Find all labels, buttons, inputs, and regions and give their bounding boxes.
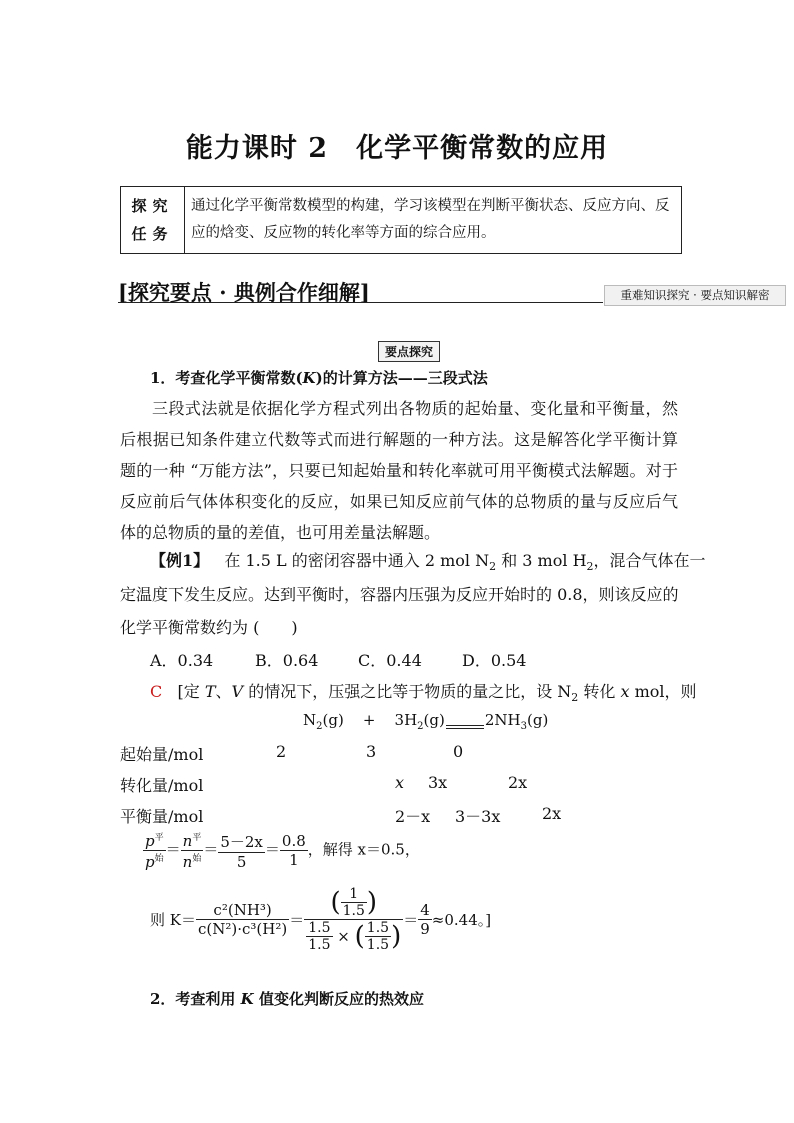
row-change-v3: 2x: [508, 773, 528, 792]
row-start-v1: 2: [276, 742, 287, 761]
eq-n2: N: [303, 711, 317, 729]
inner3-num: 1.5: [366, 920, 390, 936]
solve-text: ，解得 x＝0.5，: [307, 840, 420, 859]
answer-text-b: 、: [215, 682, 232, 701]
eq-nh3-tail: (g): [526, 711, 549, 729]
eq-h2-tail: (g): [423, 711, 445, 729]
k-value-frac: ( $\frac{1}{1.5}$ ) $\frac{1.5}{1.5}$ × ( $\frac{1.5}{1.5}$ ): [304, 886, 403, 953]
result-num: 4: [420, 901, 430, 919]
task-description: 通过化学平衡常数模型的构建，学习该模型在判断平衡状态、反应方向、反应的焓变、反应物的转化率等方面的综合应用。: [191, 198, 670, 241]
p-eq-sup: 平: [154, 833, 164, 843]
row-equil-v1: 2－x: [395, 807, 431, 826]
pressure-ratio: $\frac{p^平}{p^始}$ ＝ $\frac{n^平}{n^始}$ ＝ $\frac{5-2x}{5}$ ＝ $\frac{0.8}{1}$ ，解得 x＝0.5，: [145, 832, 420, 871]
page-title: 能力课时 2 化学平衡常数的应用: [185, 133, 609, 164]
inner3-den: 1.5: [366, 937, 390, 953]
example-line1: 【例1】 在 1.5 L 的密闭容器中通入 2 mol $N_2$ 和 3 mol $H_2$，混合气体在一: [150, 551, 706, 574]
key-points-badge: 要点探究: [378, 341, 440, 362]
point1-heading: [150, 367, 488, 388]
example-line1-a: 在 1.5 L 的密闭容器中通入 2 mol N: [224, 551, 490, 570]
k-frac: [196, 901, 289, 938]
answer-text-v: V: [231, 682, 244, 701]
option-c: C．0.44: [358, 651, 422, 670]
row-equil-v2: 3－3x: [455, 807, 501, 826]
example-label: 【例1】: [150, 551, 210, 570]
times-sign: ×: [337, 927, 350, 946]
inner-frac-1: [341, 886, 367, 919]
row-change-label: 转化量/mol: [120, 776, 204, 795]
point2-heading-k: K: [240, 990, 254, 1008]
section-tag: 重难知识探究 · 要点知识解密: [604, 285, 786, 306]
frac1-den: 5: [236, 852, 247, 871]
equilibrium-arrow-icon: [445, 717, 485, 725]
frac2-num: 0.8: [281, 832, 306, 850]
point1-paragraph: 三段式法就是依据化学方程式列出各物质的起始量、变化量和平衡量，然后根据已知条件建立代数等式而进行解题的一种方法。这是解答化学平衡计算题的一种 “万能方法”，只要已知起始量和转化率就可用平衡模式法解题。对于反应前后气体体积变化的反应，如果已知反应前气体的总物质的量与反应后气体的总物质的量的差值，也可用差量法解题。: [120, 399, 678, 542]
result-den: 9: [420, 920, 430, 938]
k-den: c(N²)·c³(H²): [197, 920, 288, 938]
option-a: A．0.34: [150, 651, 214, 670]
reaction-equation: $N_2(g)$ + $3H_2(g)$ $2NH_3(g)$: [303, 711, 549, 732]
option-b: B．0.64: [255, 651, 319, 670]
answer-text-e: mol，则: [629, 682, 697, 701]
n-start: n: [182, 853, 193, 871]
eq-h2: 3H: [394, 711, 418, 729]
example-line1-c: ，混合气体在一: [593, 551, 706, 570]
n-start-sup: 始: [192, 854, 202, 864]
example-line2: 定温度下发生反应。达到平衡时，容器内压强为反应开始时的 0.8，则该反应的: [120, 585, 679, 604]
frac-n: [181, 830, 204, 871]
row-start-label: 起始量/mol: [120, 745, 204, 764]
n-eq: n: [182, 832, 193, 850]
row-start-v2: 3: [366, 742, 377, 761]
point1-heading-a: 1．考查化学平衡常数(: [150, 369, 303, 387]
task-label-2: 任务: [131, 225, 174, 243]
section-heading: [探究要点 · 典例合作细解]: [118, 280, 370, 305]
eq-plus: +: [362, 711, 376, 729]
k-tail: ≈0.44。]: [431, 911, 492, 929]
point1-heading-b: )的计算方法——三段式法: [315, 369, 488, 387]
inner1-den: 1.5: [342, 903, 365, 919]
inner1-num: 1: [341, 886, 367, 903]
answer-text-c: 的情况下，压强之比等于物质的量之比，设 N: [243, 682, 572, 701]
eq-nh3: 2NH: [484, 711, 521, 729]
answer-text-a: [定: [177, 682, 205, 701]
answer-letter: C: [150, 682, 163, 701]
p-eq: p: [145, 832, 155, 850]
example-line3: 化学平衡常数约为 ( ): [120, 618, 298, 637]
p-start: p: [145, 853, 155, 871]
k-prefix: 则 K＝: [150, 911, 196, 929]
task-label-1: 探究: [131, 197, 174, 215]
task-label-column: [121, 187, 185, 253]
p-start-sup: 始: [154, 854, 164, 864]
point2-heading-b: 值变化判断反应的热效应: [253, 990, 424, 1008]
answer-text-d: 转化: [578, 682, 621, 701]
row-change-v2: 3x: [428, 773, 448, 792]
section-divider: [118, 302, 603, 303]
frac-1: [218, 831, 265, 871]
eq-n2-tail: (g): [322, 711, 344, 729]
task-box: [120, 186, 682, 254]
row-change-v1: x: [395, 773, 405, 792]
inner2-den: 1.5: [308, 937, 331, 953]
row-equil-v3: 2x: [542, 804, 562, 823]
k-num: c²(NH³): [196, 901, 289, 920]
n-eq-sup: 平: [192, 833, 202, 843]
row-start-v3: 0: [453, 742, 464, 761]
inner2-num: 1.5: [308, 920, 331, 936]
option-d: D．0.54: [462, 651, 527, 670]
point2-heading: [150, 988, 424, 1009]
inner-frac-3: [365, 920, 391, 953]
frac1-num: 5－2x: [220, 832, 263, 851]
frac-p: [143, 830, 166, 871]
inner-frac-2: [306, 920, 332, 953]
answer-line: C [定 T、V 的情况下，压强之比等于物质的量之比，设 $N_2$ 转化 x mol，则: [150, 682, 697, 705]
point1-heading-k: K: [302, 369, 316, 387]
answer-text-t: T: [204, 682, 216, 701]
frac-2: [280, 832, 308, 869]
result-frac: [418, 901, 432, 938]
point2-heading-a: 2．考查利用: [150, 990, 241, 1008]
example-line1-b: 和 3 mol H: [501, 551, 587, 570]
row-equil-label: 平衡量/mol: [120, 807, 204, 826]
answer-text-x: x: [620, 682, 630, 701]
frac2-den: 1: [289, 851, 299, 869]
k-expression: 则 K＝ $\frac{\text{c²(NH³)}}{\text{c(N²)·c³(H²)}}$ ＝ ( $\frac{1}{1.5}$ ) $\frac{1.5}{1.5}$ × ( $\frac{1.5}{1.5}$ ) ＝ $\frac{4}{9}$ ≈0.44。]: [150, 886, 492, 953]
